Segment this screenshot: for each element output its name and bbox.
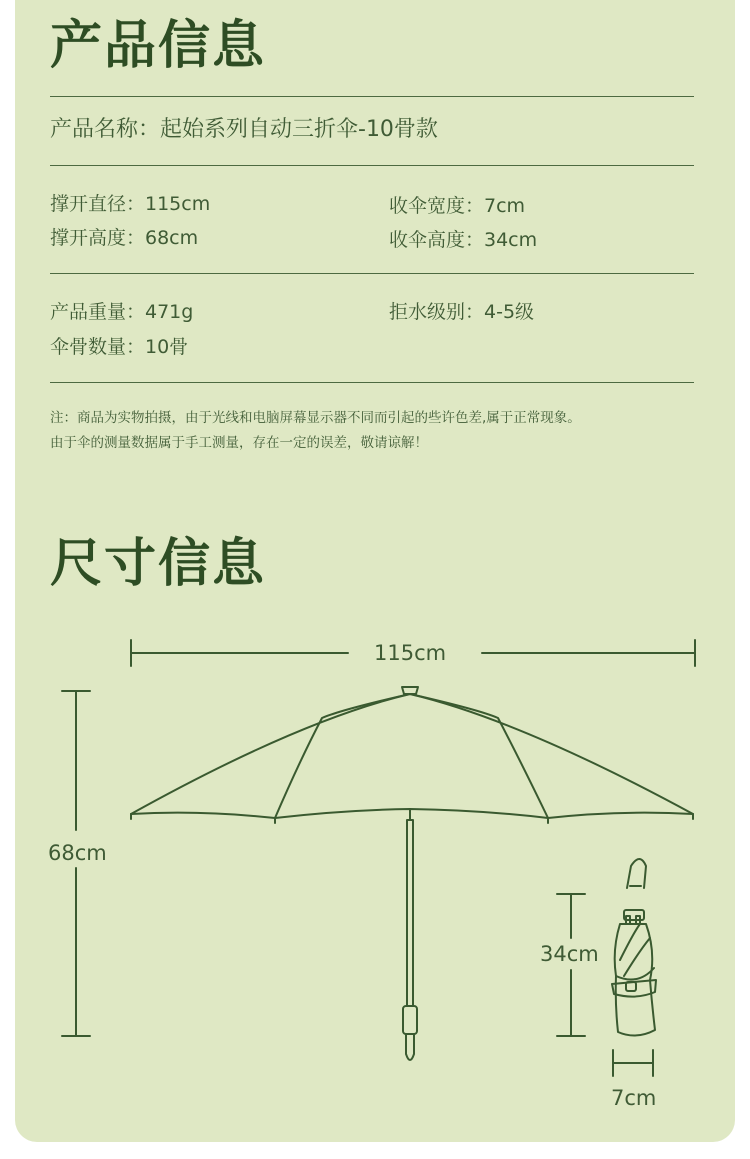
closed-height: 收伞高度：34cm (389, 229, 538, 251)
open-diameter: 撑开直径：115cm (50, 193, 211, 215)
divider (50, 165, 694, 166)
divider (50, 382, 694, 383)
divider (50, 273, 694, 274)
rib-count: 伞骨数量：10骨 (50, 336, 189, 358)
product-name: 产品名称：起始系列自动三折伞-10骨款 (50, 117, 438, 142)
folded-height-label: 34cm (540, 942, 599, 966)
height-label: 68cm (48, 841, 107, 865)
water-repellency: 拒水级别：4-5级 (389, 301, 535, 323)
umbrella-dimension-diagram (0, 620, 750, 1120)
open-height: 撑开高度：68cm (50, 227, 199, 249)
note-line-2: 由于伞的测量数据属于手工测量，存在一定的误差，敬请谅解！ (50, 435, 428, 451)
product-info-heading: 产品信息 (50, 16, 267, 76)
divider (50, 96, 694, 97)
size-info-heading: 尺寸信息 (50, 534, 267, 594)
width-label: 115cm (374, 641, 447, 665)
open-umbrella-illustration (131, 687, 693, 1060)
folded-width-dimension-line (613, 1050, 653, 1076)
folded-width-label: 7cm (611, 1086, 657, 1110)
folded-umbrella-illustration (612, 859, 656, 1036)
note-line-1: 注：商品为实物拍摄，由于光线和电脑屏幕显示器不同而引起的些许色差,属于正常现象。 (50, 410, 581, 426)
closed-width: 收伞宽度：7cm (389, 195, 526, 217)
product-weight: 产品重量：471g (50, 301, 194, 323)
